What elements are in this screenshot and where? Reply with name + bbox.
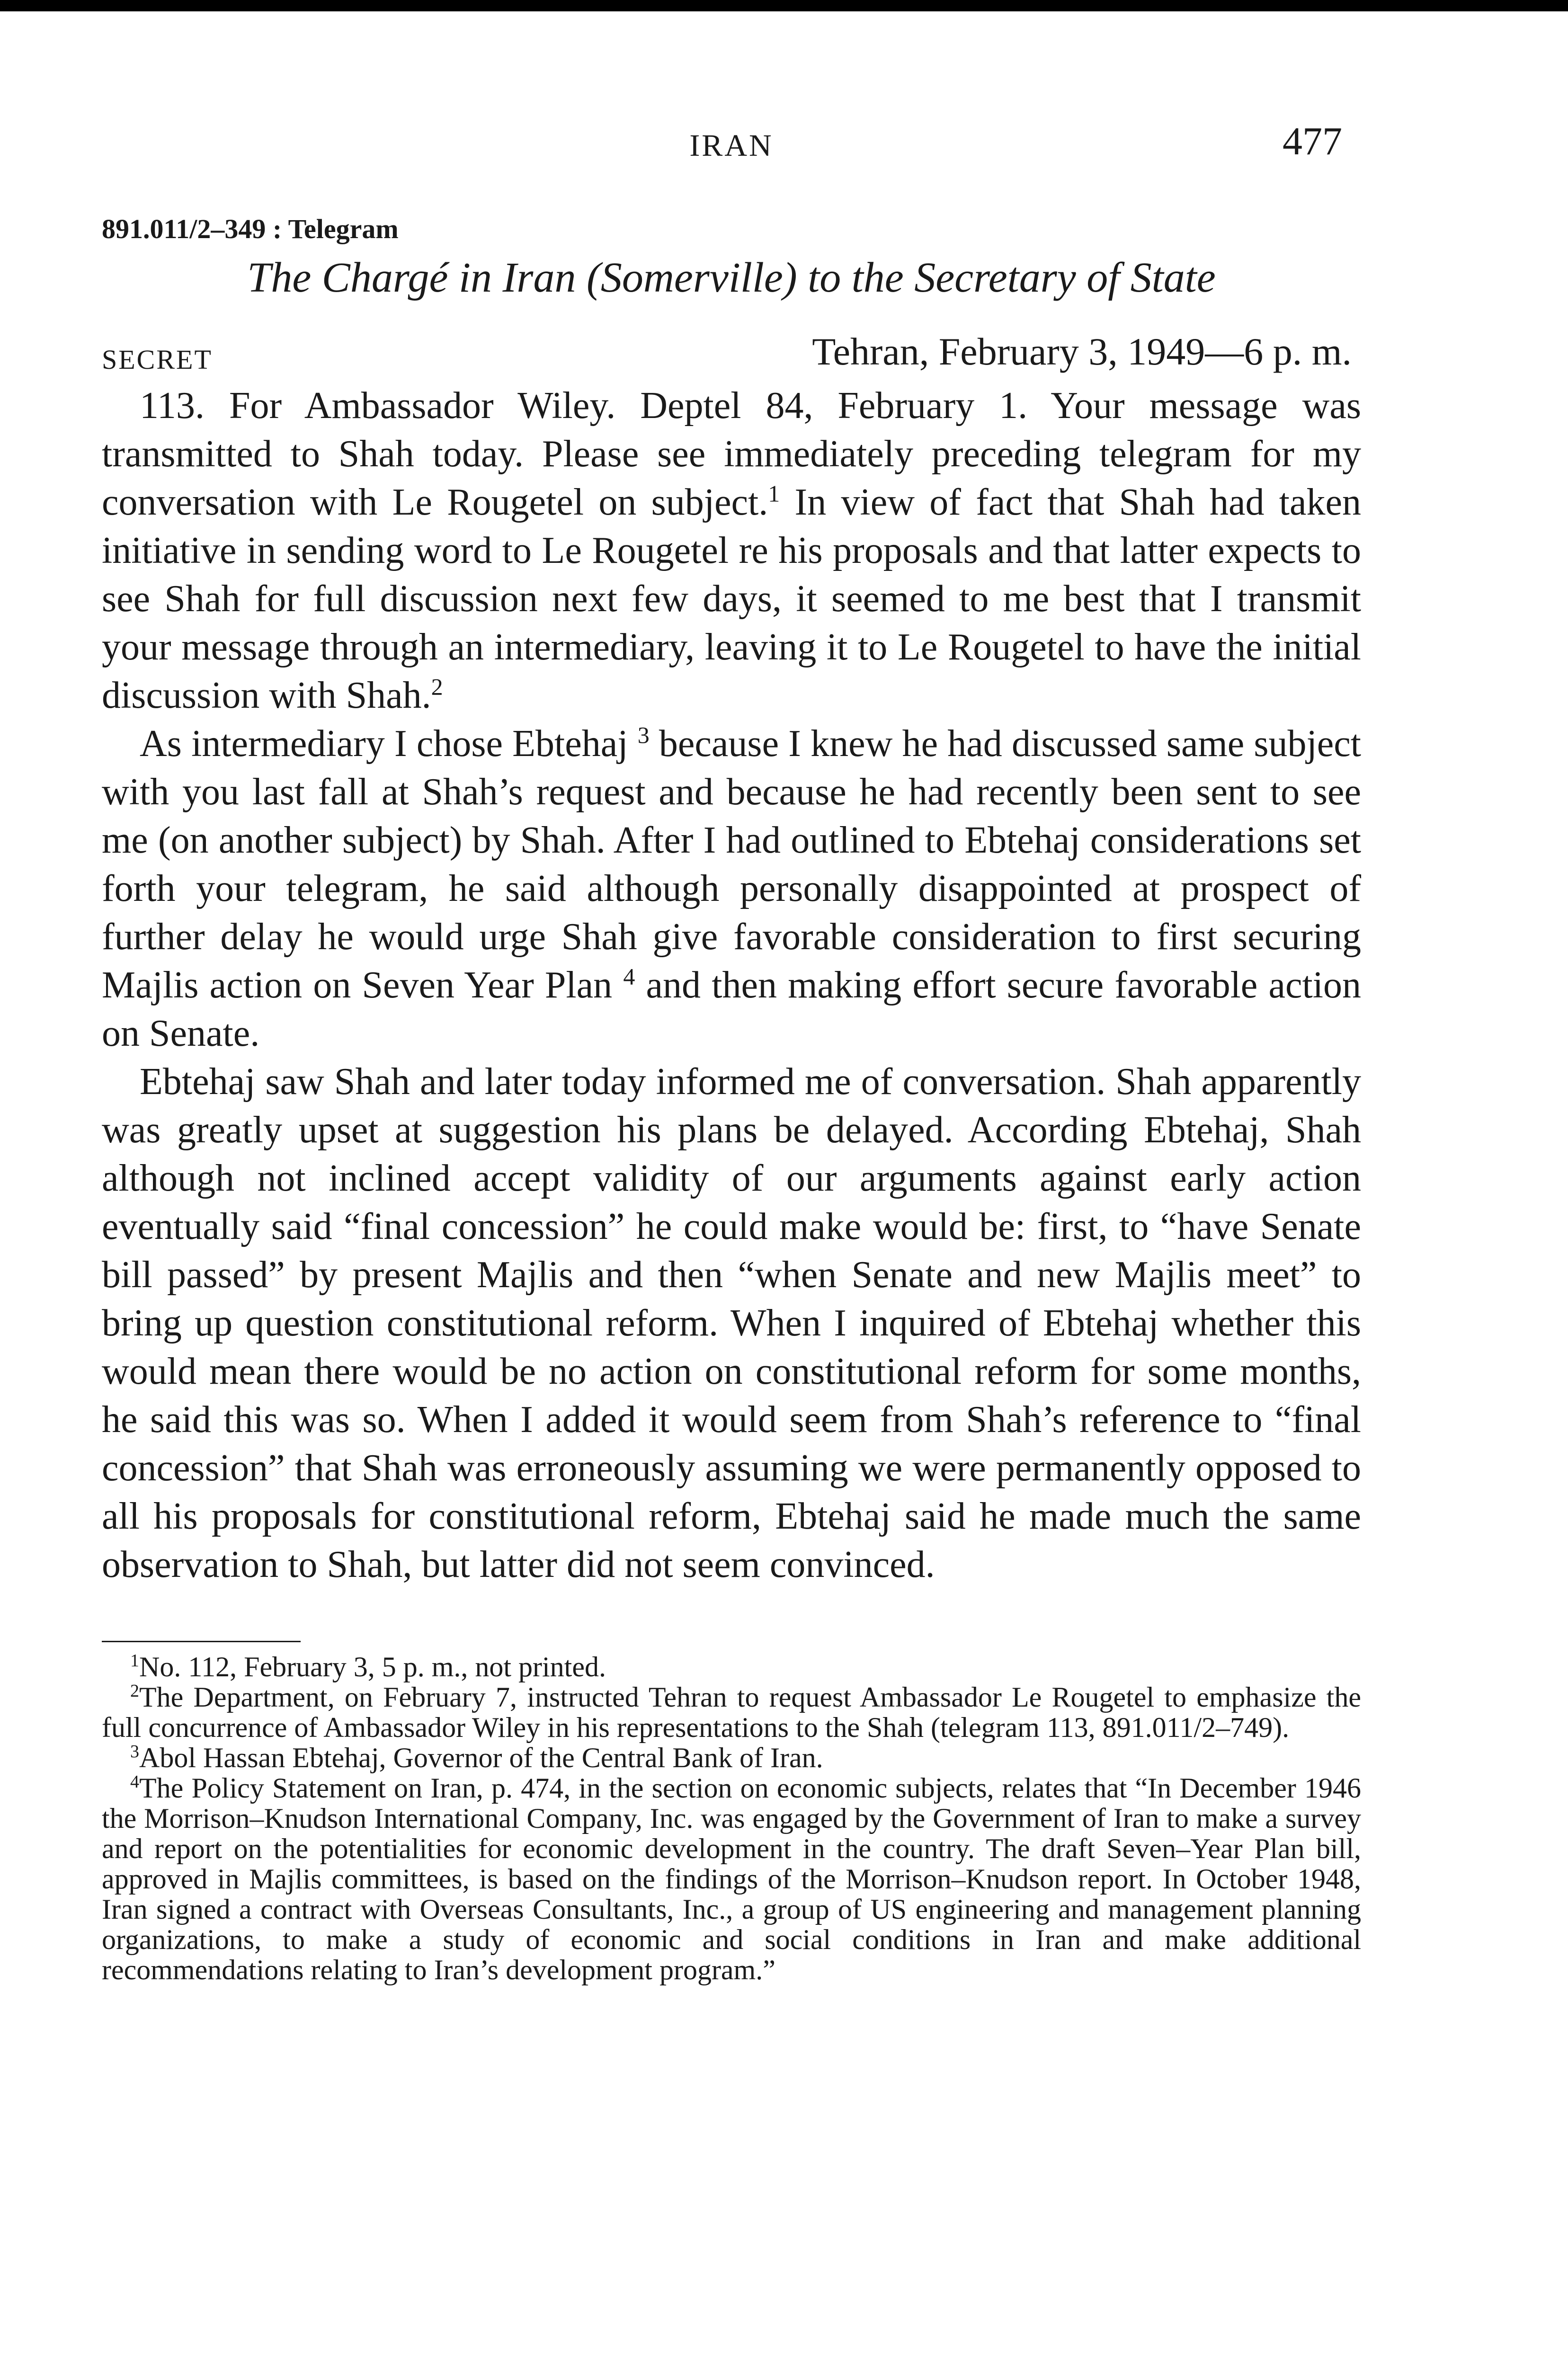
footnote-ref-2: 2 bbox=[431, 673, 443, 700]
body-paragraph-3: Ebtehaj saw Shah and later today informed me of conversation. Shah apparently was greatly upset at suggestion his plans be delayed. According Ebtehaj, Shah although not inclined accept validity of our arguments against early action eventually said “final concession” he could make would be: first, to “have Senate bill passed” by present Majlis and then “when Senate and new Majlis meet” to bring up question constitutional reform. When I inquired of Ebtehaj whether this would mean there would be no action on constitutional reform for some months, he said this was so. When I added it would seem from Shah’s reference to “final concession” that Shah was erroneously assuming we were permanently opposed to all his proposals for constitutional reform, Ebtehaj said he made much the same observation to Shah, but latter did not seem convinced. bbox=[102, 1061, 1361, 1585]
footnote-ref-3: 3 bbox=[637, 721, 650, 748]
body-text-run: and then making effort secure favorable action on Senate. bbox=[102, 964, 1361, 1054]
footnote-3 bbox=[102, 1743, 1361, 1773]
top-border-rule bbox=[0, 0, 1568, 11]
footnote-2 bbox=[102, 1682, 1361, 1743]
body-text-run: because I knew he had discussed same subject with you last fall at Shah’s request and because he had recently been sent to see me (on another subject) by Shah. After I had outlined to Ebtehaj considerations set forth your telegram, he said although personally disappointed at prospect of further delay he would urge Shah give favorable consideration to first securing Majlis action on Seven Year Plan bbox=[102, 723, 1361, 1006]
footnote-text: The Department, on February 7, instructed Tehran to request Ambassador Le Rougetel to emphasize the full concurrence of Ambassador Wiley in his representations to the Shah (telegram 113, 891.011/2–749). bbox=[102, 1682, 1361, 1743]
footnote-number: 3 bbox=[130, 1742, 139, 1762]
body-text-run: As intermediary I chose Ebtehaj bbox=[140, 723, 638, 765]
footnote-number: 1 bbox=[130, 1651, 139, 1671]
footnote-text: Abol Hassan Ebtehaj, Governor of the Central Bank of Iran. bbox=[139, 1742, 823, 1773]
footnote-4 bbox=[102, 1773, 1361, 1985]
body-paragraph-2 bbox=[102, 720, 1361, 1058]
running-head bbox=[102, 109, 1361, 161]
footnote-ref-4: 4 bbox=[623, 963, 635, 990]
footnote-1 bbox=[102, 1652, 1361, 1682]
footnote-number: 2 bbox=[130, 1681, 139, 1701]
footnote-text: The Policy Statement on Iran, p. 474, in the section on economic subjects, relates that “In December 1946 the Morrison–Knudson International Company, Inc. was engaged by the Government of Iran to make a survey and report on the potentialities for economic development in the country. The draft Seven–Year Plan bill, approved in Majlis committees, is based on the findings of the Morrison–Knudson report. In October 1948, Iran signed a contract with Overseas Consultants, Inc., a group of US engineering and management planning organizations, to make a study of economic and social conditions in Iran and make additional recommendations relating to Iran’s development program.” bbox=[102, 1772, 1361, 1985]
running-title: IRAN bbox=[689, 128, 774, 163]
footnote-ref-1: 1 bbox=[768, 480, 780, 507]
body-paragraph-1 bbox=[102, 382, 1361, 720]
body-text-run: 113. For Ambassador Wiley. Deptel 84, February 1. Your message was transmitted to Shah today. Please see immediately preceding telegram for my conversation with Le Rougetel on subject. bbox=[102, 385, 1361, 523]
footnotes bbox=[102, 1652, 1361, 1985]
page-number: 477 bbox=[1283, 119, 1342, 163]
footnote-number: 4 bbox=[130, 1772, 139, 1792]
document-page bbox=[102, 109, 1361, 1985]
classification-label: SECRET bbox=[102, 344, 213, 375]
footnote-text: No. 112, February 3, 5 p. m., not printed. bbox=[139, 1651, 606, 1682]
classification-line bbox=[102, 329, 1361, 382]
dateline: Tehran, February 3, 1949—6 p. m. bbox=[812, 330, 1352, 373]
body-text bbox=[102, 382, 1361, 1589]
body-text-run: In view of fact that Shah had taken initiative in sending word to Le Rougetel re his proposals and that latter expects to see Shah for full discussion next few days, it seemed to me best that I transmit your message through an intermediary, leaving it to Le Rougetel to have the initial discussion with Shah. bbox=[102, 481, 1362, 716]
document-title: The Chargé in Iran (Somerville) to the Secretary of State bbox=[247, 254, 1216, 301]
footnote-divider bbox=[102, 1641, 301, 1642]
document-id: 891.011/2–349 : Telegram bbox=[102, 214, 399, 244]
